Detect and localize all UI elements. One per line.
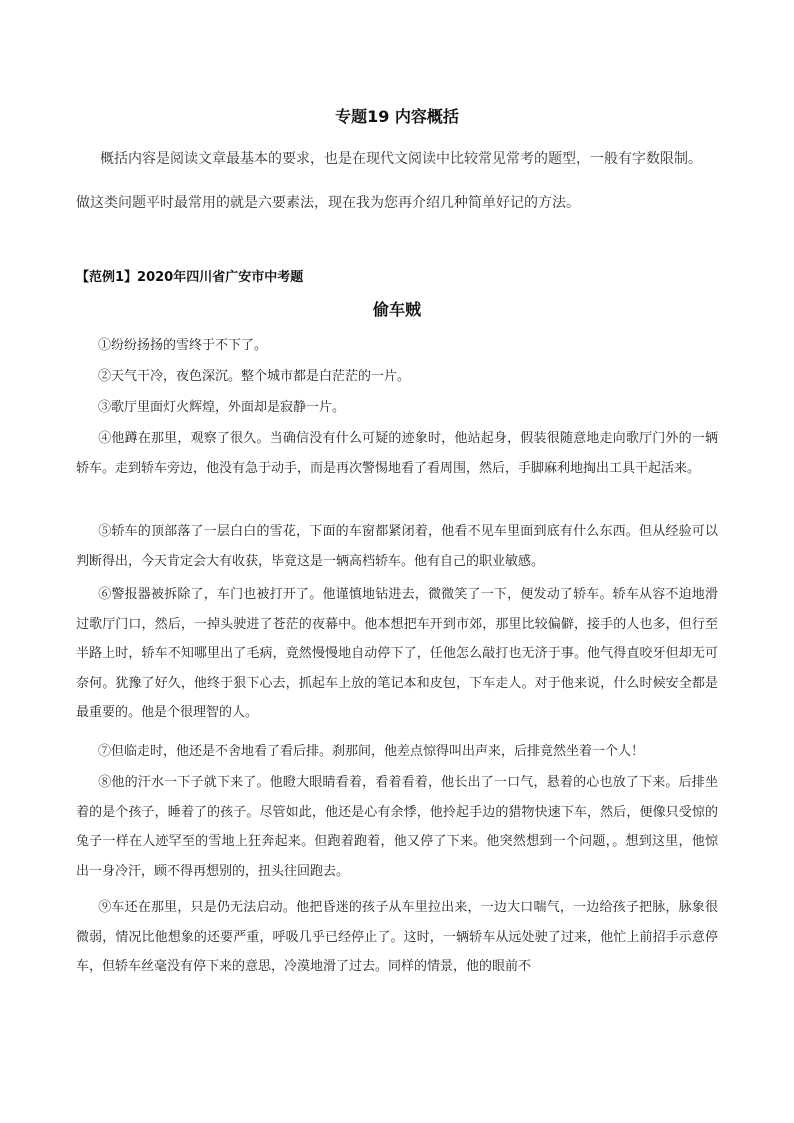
paragraph-text: ④他蹲在那里，观察了很久。当确信没有什么可疑的迹象时，他站起身，假装很随意地走向歌厅门外的一辆轿车。走到轿车旁边，他没有急于动手，而是再次警惕地看了看周围，然后，手脚麻利地掏出工具干起活来。 [76, 431, 718, 476]
story-paragraph-4 [76, 424, 718, 483]
story-title: 偷车贼 [372, 300, 421, 319]
paragraph-text: ⑥警报器被拆除了，车门也被打开了。他谨慎地钻进去，微微笑了一下，便发动了轿车。轿车从容不迫地滑过歌厅门口，然后，一掉头驶进了苍茫的夜幕中。他本想把车开到市郊，那里比较偏僻，接手的人也多，但行至半路上时，轿车不知哪里出了毛病，竟然慢慢地自动停下了，任他怎么敲打也无济于事。他气得直咬牙但却无可奈何。犹豫了好久，他终于狠下心去，抓起车上放的笔记本和皮包，下车走人。对于他来说，什么时候安全都是最重要的。他是个很理智的人。 [76, 587, 718, 720]
story-paragraph-8 [76, 768, 718, 886]
paragraph-text: ⑦但临走时，他还是不舍地看了看后排。刹那间，他差点惊得叫出声来，后排竟然坐着一个人！ [98, 744, 645, 759]
paragraph-text: ②天气干冷，夜色深沉。整个城市都是白茫茫的一片。 [98, 369, 411, 384]
paragraph-text: ⑨车还在那里，只是仍无法启动。他把昏迷的孩子从车里拉出来，一边大口喘气，一边给孩子把脉，脉象很微弱，情况比他想象的还要严重，呼吸几乎已经停止了。这时，一辆轿车从远处驶了过来，他忙上前招手示意停车，但轿车丝毫没有停下来的意思，冷漠地滑了过去。同样的情景，他的眼前不 [76, 900, 718, 974]
paragraph-text: ⑤轿车的顶部落了一层白白的雪花，下面的车窗都紧闭着，他看不见车里面到底有什么东西。但从经验可以判断得出，今天肯定会大有收获，毕竟这是一辆高档轿车。他有自己的职业敏感。 [76, 524, 718, 569]
paragraph-text: ⑧他的汗水一下子就下来了。他瞪大眼睛看着，看着看着，他长出了一口气，悬着的心也放了下来。后排坐着的是个孩子，睡着了的孩子。尽管如此，他还是心有余悸，他拎起手边的猎物快速下车，然后，便像只受惊的兔子一样在人迹罕至的雪地上狂奔起来。但跑着跑着，他又停了下来。他突然想到一个问题，。想到这里，他惊出一身冷汗，顾不得再想别的，扭头往回跑去。 [76, 775, 718, 879]
intro-line-1: 概括内容是阅读文章最基本的要求，也是在现代文阅读中比较常见常考的题型，一般有字数限制。 [100, 151, 702, 167]
intro-line-2: 做这类问题平时最常用的就是六要素法，现在我为您再介绍几种简单好记的方法。 [76, 195, 580, 211]
story-paragraph-3 [76, 393, 718, 423]
story-paragraph-1 [76, 331, 718, 361]
story-paragraph-9 [76, 893, 718, 982]
page-title: 专题19 内容概括 [335, 107, 459, 126]
paragraph-text: ①纷纷扬扬的雪终于不下了。 [98, 338, 268, 353]
paragraph-text: ③歌厅里面灯火辉煌，外面却是寂静一片。 [98, 400, 346, 415]
story-paragraph-2 [76, 362, 718, 392]
story-paragraph-5 [76, 517, 718, 576]
example-header: 【范例1】2020年四川省广安市中考题 [76, 270, 304, 285]
story-paragraph-6 [76, 580, 718, 728]
story-paragraph-7 [76, 737, 718, 767]
